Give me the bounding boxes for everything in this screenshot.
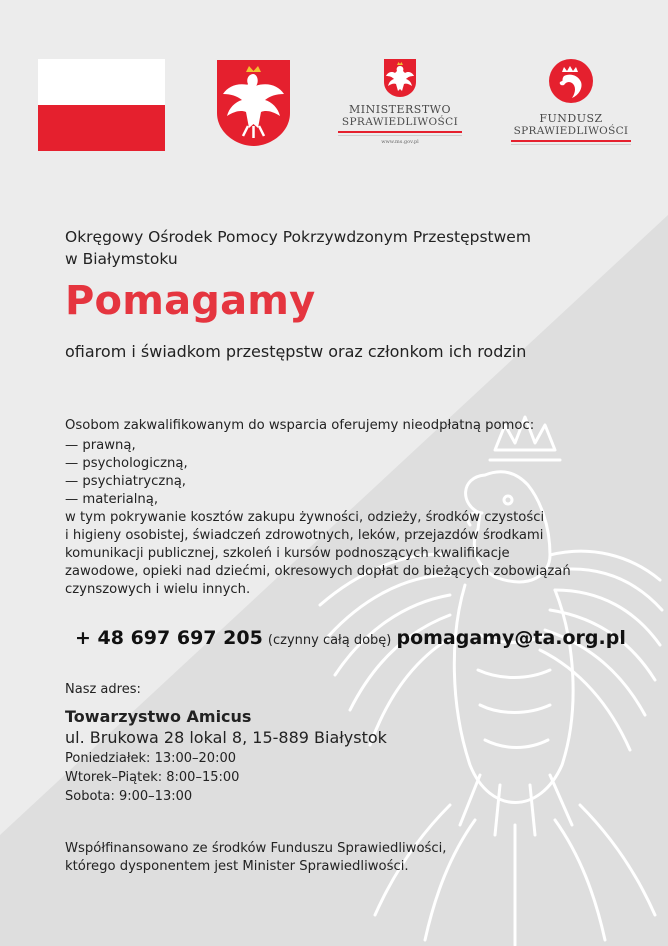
ministry-of-justice-logo bbox=[336, 58, 464, 158]
opening-hours bbox=[65, 749, 625, 806]
fund-name-line1: FUNDUSZ bbox=[539, 112, 603, 125]
offer-detail-line: zawodowe, opieki nad dziećmi, okresowych dopłat do bieżących zobowiązań bbox=[65, 564, 571, 579]
organization-name bbox=[65, 226, 625, 270]
ministry-name-line1: MINISTERSTWO bbox=[349, 103, 451, 116]
offer-intro: Osobom zakwalifikowanym do wsparcia oferujemy nieodpłatną pomoc: bbox=[65, 418, 535, 433]
justice-fund-eagle-icon bbox=[548, 58, 594, 104]
opening-hours-saturday: Sobota: 9:00–13:00 bbox=[65, 789, 193, 804]
fund-red-rule bbox=[511, 140, 631, 142]
cofinancing-note bbox=[65, 840, 625, 876]
offer-item-material: — materialną, bbox=[65, 492, 159, 507]
ministry-grey-rule bbox=[338, 135, 462, 136]
ministry-emblem-icon bbox=[383, 58, 417, 98]
polish-flag-icon bbox=[38, 59, 165, 151]
organization-name-line2: w Białymstoku bbox=[65, 250, 178, 268]
phone-hours-note: (czynny całą dobę) bbox=[267, 633, 392, 648]
offer-item-psychological: — psychologiczną, bbox=[65, 456, 188, 471]
offer-detail-line: czynszowych i wielu innych. bbox=[65, 582, 251, 597]
offer-section bbox=[65, 417, 625, 599]
address-label: Nasz adres: bbox=[65, 682, 141, 697]
subheadline: ofiarom i świadkom przestępstw oraz członkom ich rodzin bbox=[65, 342, 527, 361]
ministry-red-rule bbox=[338, 131, 462, 133]
ministry-name-line2: SPRAWIEDLIWOŚCI bbox=[341, 116, 459, 128]
offer-detail-line: i higieny osobistej, świadczeń zdrowotnych, leków, przejazdów środkami bbox=[65, 528, 544, 543]
address-organization: Towarzystwo Amicus bbox=[65, 707, 252, 726]
opening-hours-tue-fri: Wtorek–Piątek: 8:00–15:00 bbox=[65, 770, 240, 785]
fund-name-line2: SPRAWIEDLIWOŚCI bbox=[513, 125, 629, 137]
main-content bbox=[65, 226, 625, 876]
offer-detail-line: w tym pokrywanie kosztów zakupu żywności, odzieży, środków czystości bbox=[65, 510, 545, 525]
offer-item-legal: — prawną, bbox=[65, 438, 136, 453]
offer-item-psychiatric: — psychiatryczną, bbox=[65, 474, 186, 489]
ministry-url: www.ms.gov.pl bbox=[381, 139, 419, 145]
coat-of-arms-icon bbox=[215, 58, 292, 148]
cofinancing-line1: Współfinansowano ze środków Funduszu Sprawiedliwości, bbox=[65, 841, 447, 856]
offer-detail bbox=[65, 509, 625, 599]
offer-list bbox=[65, 437, 625, 509]
offer-detail-line: komunikacji publicznej, szkoleń i kursów podnoszących kwalifikacje bbox=[65, 546, 510, 561]
email-address[interactable]: pomagamy@ta.org.pl bbox=[396, 627, 626, 649]
headline: Pomagamy bbox=[65, 278, 316, 324]
contact-line bbox=[75, 625, 625, 654]
opening-hours-monday: Poniedziałek: 13:00–20:00 bbox=[65, 751, 236, 766]
fund-grey-rule bbox=[511, 144, 631, 145]
cofinancing-line2: którego dysponentem jest Minister Sprawiedliwości. bbox=[65, 859, 409, 874]
organization-name-line1: Okręgowy Ośrodek Pomocy Pokrzywdzonym Przestępstwem bbox=[65, 228, 531, 246]
address-street: ul. Brukowa 28 lokal 8, 15-889 Białystok bbox=[65, 728, 387, 747]
justice-fund-logo bbox=[507, 58, 635, 158]
phone-number[interactable]: + 48 697 697 205 bbox=[75, 627, 263, 649]
